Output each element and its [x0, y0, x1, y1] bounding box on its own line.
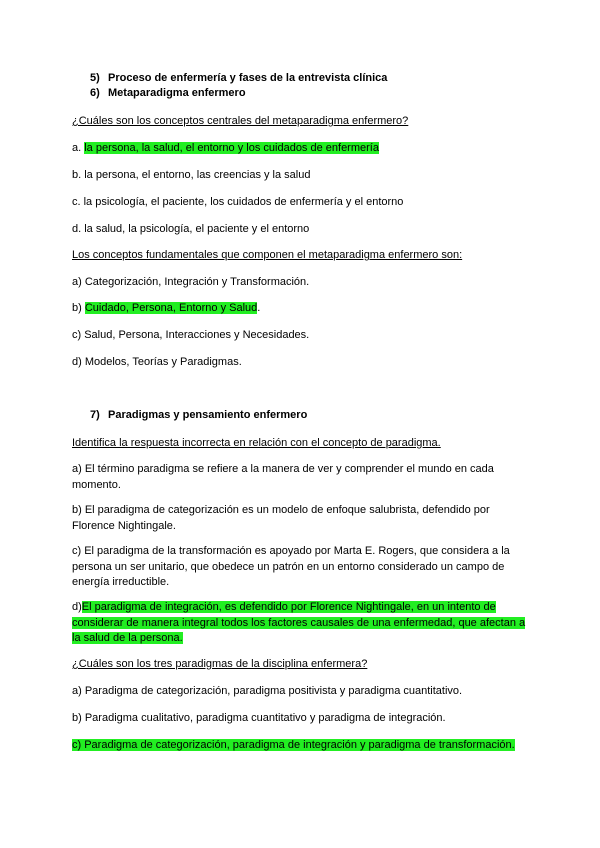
q4-option-c — [72, 738, 515, 752]
q1-option-b: b. la persona, el entorno, las creencias y la salud — [72, 169, 311, 181]
q2-option-a: a) Categorización, Integración y Transformación. — [72, 276, 310, 288]
section-heading-6 — [90, 86, 246, 100]
q3-option-c: c) El paradigma de la transformación es apoyado por Marta E. Rogers, que considera a la persona un ser unitario, que obedece un patrón en un entorno considerado un campo de energía irreductible. — [72, 545, 510, 588]
highlighted-answer: c) Paradigma de categorización, paradigma de integración y paradigma de transformación. — [72, 739, 515, 751]
section-title: Metaparadigma enfermero — [108, 87, 246, 99]
q4-option-a: a) Paradigma de categorización, paradigma positivista y paradigma cuantitativo. — [72, 685, 463, 697]
q3-option-a: a) El término paradigma se refiere a la manera de ver y comprender el mundo en cada momento. — [72, 463, 494, 491]
question-4: ¿Cuáles son los tres paradigmas de la disciplina enfermera? — [72, 658, 368, 670]
section-title: Proceso de enfermería y fases de la entrevista clínica — [108, 72, 388, 84]
question-3: Identifica la respuesta incorrecta en relación con el concepto de paradigma. — [72, 437, 441, 449]
question-1: ¿Cuáles son los conceptos centrales del metaparadigma enfermero? — [72, 115, 409, 127]
q4-option-b: b) Paradigma cualitativo, paradigma cuantitativo y paradigma de integración. — [72, 712, 446, 724]
section-number: 7) — [90, 409, 100, 421]
option-prefix: d) — [72, 601, 82, 613]
question-2: Los conceptos fundamentales que componen el metaparadigma enfermero son: — [72, 249, 463, 261]
option-prefix: a. — [72, 142, 85, 154]
q3-option-d — [72, 600, 532, 647]
q1-option-a — [72, 141, 379, 155]
q2-option-c: c) Salud, Persona, Interacciones y Necesidades. — [72, 329, 310, 341]
highlighted-answer: El paradigma de integración, es defendido por Florence Nightingale, en un intento de considerar de manera integral todos los factores causales de una enfermedad, que afectan a la salud de la persona. — [72, 601, 526, 644]
section-number: 6) — [90, 87, 100, 99]
q2-option-d: d) Modelos, Teorías y Paradigmas. — [72, 356, 242, 368]
option-suffix: . — [257, 302, 261, 314]
highlighted-answer: la persona, la salud, el entorno y los cuidados de enfermería — [84, 142, 379, 154]
section-heading-7 — [90, 408, 307, 422]
section-title: Paradigmas y pensamiento enfermero — [108, 409, 308, 421]
q1-option-d: d. la salud, la psicología, el paciente y el entorno — [72, 223, 310, 235]
q2-option-b — [72, 301, 260, 315]
section-number: 5) — [90, 72, 100, 84]
option-prefix: b) — [72, 302, 85, 314]
section-heading-5 — [90, 71, 387, 85]
highlighted-answer: Cuidado, Persona, Entorno y Salud — [84, 302, 258, 314]
q1-option-c: c. la psicología, el paciente, los cuidados de enfermería y el entorno — [72, 196, 404, 208]
q3-option-b: b) El paradigma de categorización es un modelo de enfoque salubrista, defendido por Florence Nightingale. — [72, 504, 490, 532]
